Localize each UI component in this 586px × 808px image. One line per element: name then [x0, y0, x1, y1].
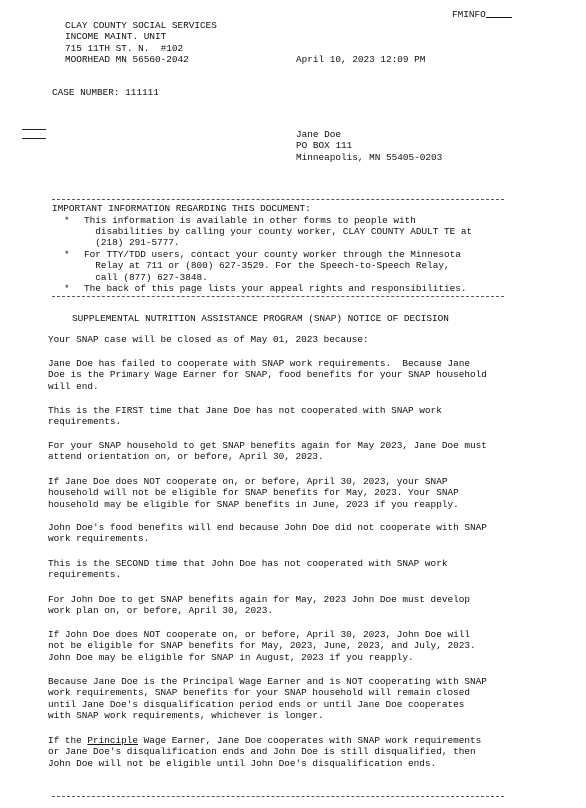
bullet-text: Relay at 711 or (800) 627-3529. For the Speech-to-Speech Relay,	[84, 260, 450, 272]
agency-line: 715 11TH ST. N. #102	[65, 42, 184, 54]
recipient-line: Jane Doe	[296, 129, 342, 140]
bullet-text: call (877) 627-3848.	[84, 271, 208, 283]
paragraph-line: John Doe's food benefits will end because John Doe did not cooperate with SNAP	[48, 522, 487, 533]
bullet-text: This information is available in other forms to people with	[84, 214, 416, 226]
paragraph-line: work requirements.	[48, 533, 150, 545]
paragraph-line: requirements.	[48, 569, 122, 581]
paragraph-line: Jane Doe has failed to cooperate with SNAP work requirements. Because Jane	[48, 358, 470, 369]
underlined-word: Principle	[87, 735, 139, 746]
paragraph-line: For John Doe to get SNAP benefits again for May, 2023 John Doe must develop	[48, 594, 470, 605]
notice-datetime: April 10, 2023 12:09 PM	[296, 54, 426, 65]
bullet-star: *	[64, 282, 70, 294]
paragraph-line: Doe is the Primary Wage Earner for SNAP, food benefits for your SNAP household	[48, 369, 487, 381]
bullet-text: The back of this page lists your appeal rights and responsibilities.	[84, 282, 467, 294]
paragraph-line: If John Doe does NOT cooperate on, or before, April 30, 2023, John Doe will	[48, 629, 470, 640]
paragraph-line: not be eligible for SNAP benefits for May, 2023, June, 2023, and July, 2023.	[48, 640, 476, 652]
bullet-text: disabilities by calling your county worker, CLAY COUNTY ADULT TE at	[84, 225, 473, 237]
paragraph-line: work requirements, SNAP benefits for your SNAP household will remain closed	[48, 687, 470, 699]
recipient-line: PO BOX 111	[296, 140, 353, 152]
paragraph-line: John Doe will not be eligible until John Doe's disqualification ends.	[48, 757, 437, 769]
bullet-star: *	[64, 214, 70, 226]
notice-title: SUPPLEMENTAL NUTRITION ASSISTANCE PROGRAM (SNAP) NOTICE OF DECISION	[72, 313, 449, 324]
paragraph-line: attend orientation on, or before, April 30, 2023.	[48, 451, 324, 463]
paragraph-line: household will not be eligible for SNAP benefits for May, 2023. Your SNAP	[48, 487, 459, 499]
info-bottom-rule	[52, 296, 504, 297]
agency-line: MOORHEAD MN 56560-2042	[65, 54, 189, 66]
paragraph-text: Wage Earner, Jane Doe cooperates with SNAP work requirements	[138, 735, 482, 746]
bullet-text: (218) 291-5777.	[84, 237, 180, 249]
paragraph-line: with SNAP work requirements, whichever is longer.	[48, 710, 324, 722]
paragraph-line: Because Jane Doe is the Principal Wage Earner and is NOT cooperating with SNAP	[48, 676, 487, 687]
paragraph-line: will end.	[48, 380, 99, 392]
info-top-rule	[52, 199, 504, 200]
info-heading: IMPORTANT INFORMATION REGARDING THIS DOCUMENT:	[52, 203, 311, 214]
paragraph-line: or Jane Doe's disqualification ends and John Doe is still disqualified, then	[48, 746, 476, 758]
paragraph-line: Your SNAP case will be closed as of May 01, 2023 because:	[48, 334, 369, 345]
paragraph-line: This is the FIRST time that Jane Doe has not cooperated with SNAP work	[48, 405, 442, 416]
paragraph-line: requirements.	[48, 416, 122, 428]
case-number: CASE NUMBER: 111111	[52, 87, 159, 98]
bullet-star: *	[64, 248, 70, 260]
form-code: FMINFO	[452, 9, 512, 20]
paragraph-line: This is the SECOND time that John Doe has not cooperated with SNAP work	[48, 558, 448, 569]
footer-rule	[52, 796, 504, 797]
agency-line: INCOME MAINT. UNIT	[65, 31, 167, 43]
paragraph-line	[48, 735, 481, 746]
paragraph-line: John Doe may be eligible for SNAP in August, 2023 if you reapply.	[48, 651, 414, 663]
paragraph-line: work plan on, or before, April 30, 2023.	[48, 605, 274, 617]
recipient-line: Minneapolis, MN 55405-0203	[296, 151, 443, 163]
bullet-text: For TTY/TDD users, contact your county worker through the Minnesota	[84, 248, 461, 260]
paragraph-line: For your SNAP household to get SNAP benefits again for May 2023, Jane Doe must	[48, 440, 487, 451]
paragraph-line: until Jane Doe's disqualification period ends or until Jane Doe cooperates	[48, 698, 465, 710]
paragraph-line: If Jane Doe does NOT cooperate on, or before, April 30, 2023, your SNAP	[48, 476, 448, 487]
paragraph-text: If the	[48, 735, 88, 746]
paragraph-line: household may be eligible for SNAP benefits in June, 2023 if you reapply.	[48, 498, 459, 510]
signature-line-1	[22, 129, 46, 130]
signature-line-2	[22, 138, 46, 139]
agency-line: CLAY COUNTY SOCIAL SERVICES	[65, 20, 217, 31]
